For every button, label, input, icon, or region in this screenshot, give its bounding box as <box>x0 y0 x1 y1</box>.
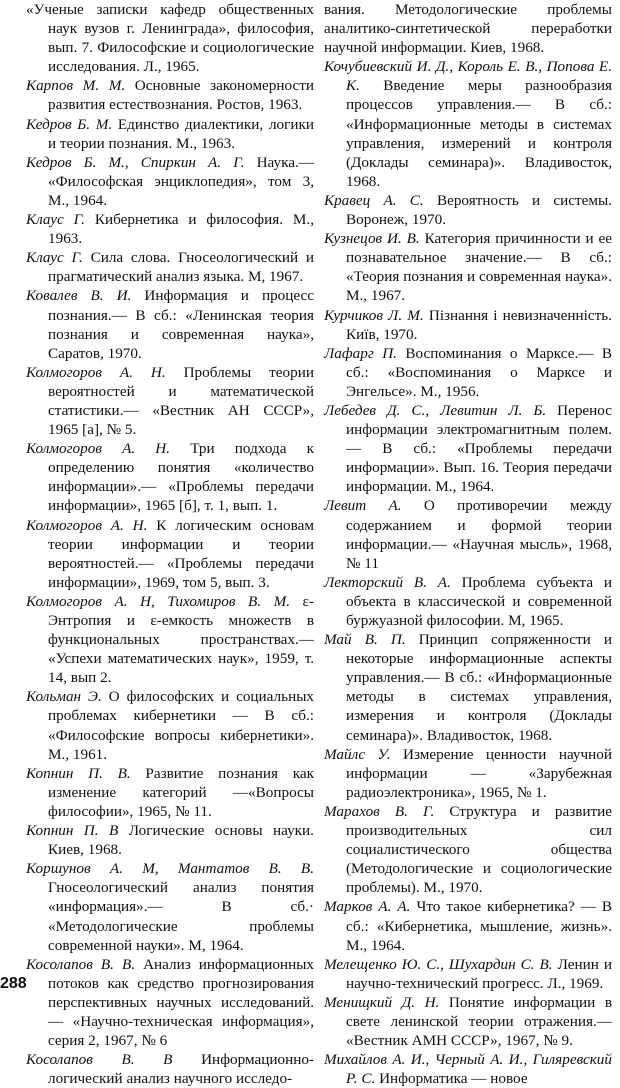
entry-author: Кузнецов И. В. <box>324 230 420 248</box>
entry-text: Единство диалектики, логики и теории познания. М., 1963. <box>48 115 314 152</box>
entry-author: Колмогоров А. Н, Тихомиров В. М. <box>26 592 291 610</box>
entry-text: О противоречии между содержанием и формой теории информации.— «Научная мысль», 1968, № 11 <box>346 497 612 572</box>
bibliography-entry <box>26 955 314 1050</box>
entry-author: Копнин П. В <box>26 822 119 840</box>
entry-author: Колмогоров А. Н. <box>26 363 166 381</box>
bibliography-entry <box>324 344 612 401</box>
entry-author: Косолапов В. В. <box>26 955 136 973</box>
entry-author: Колмогоров А. Н. <box>26 516 148 534</box>
entry-text: Информация и процесс познания.— В сб.: «Ленинская теория познания и современная наука», Саратов, 1970. <box>48 287 314 362</box>
entry-text: Логические основы науки. Киев, 1968. <box>48 822 314 859</box>
bibliography-entry <box>26 286 314 362</box>
entry-text: ε-Энтропия и ε-емкость множеств в функциональных пространствах.— «Успехи математических наук», 1959, т. 14, вып 2. <box>48 592 314 687</box>
entry-text: Пізнання і невизначенність. Київ, 1970. <box>346 306 613 343</box>
bibliography-entry <box>26 859 314 954</box>
bibliography-entry <box>324 496 612 572</box>
entry-text: Что такое кибернетика? — В сб.: «Кибернетика, мышление, жизнь». М., 1964. <box>346 898 613 954</box>
bibliography-entry <box>26 439 314 515</box>
bibliography-entry <box>26 115 314 153</box>
entry-text: Проблемы теории вероятностей и математической статистики.— «Вестник АН СССР», 1965 [а], № 5. <box>48 363 314 439</box>
bibliography-entry <box>324 0 612 57</box>
entry-author: Лебедев Д. С., Левитин Л. Б. <box>324 401 547 419</box>
entry-author: Кедров Б. М. <box>26 115 113 133</box>
entry-author: Кочубиевский И. Д., Король Е. В., Попова Е. К. <box>324 58 612 95</box>
bibliography-entry <box>324 630 612 745</box>
entry-author: Марков А. А. <box>324 898 411 916</box>
bibliography-entry <box>26 592 314 687</box>
entry-text: Анализ информационных потоков как средство прогнозирования перспективных научных исследований. — «Научно-техническая информация», серия 2, 1967, № 6 <box>48 955 314 1050</box>
entry-text: Принцип сопряженности и некоторые информационные аспекты управления.— В сб.: «Информационные методы в системах управления, измерения и контроля (Доклады семинара)». Владивосток, 1968. <box>346 631 612 744</box>
entry-author: Михайлов А. И., Черный А. И., Гиляревский Р. С. <box>324 1051 612 1088</box>
entry-text: Введение меры разнообразия процессов управления.— В сб.: «Информационные методы в системах управления, измерений и контроля (Доклады семинара)». Владивосток, 1968. <box>346 77 612 190</box>
entry-author: Кедров Б. М., Спиркин А. Г. <box>26 153 245 171</box>
bibliography-entry <box>26 764 314 821</box>
entry-author: Карпов М. М. <box>26 77 126 95</box>
bibliography-entry <box>324 745 612 802</box>
entry-author: Колмогоров А. Н. <box>26 440 171 458</box>
bibliography-entry <box>324 57 612 191</box>
bibliography-entry <box>26 153 314 210</box>
left-column <box>26 0 314 1088</box>
entry-author: Мелещенко Ю. С., Шухардин С. В. <box>324 955 553 973</box>
bibliography-entry <box>324 191 612 229</box>
entry-author: Лекторский В. А. <box>324 573 451 591</box>
bibliography-entry <box>26 0 314 76</box>
bibliography-entry <box>26 248 314 286</box>
entry-text: Перенос информации электромагнитным полем.— В сб.: «Проблемы передачи информации». Вып. 16. Теория передачи информации. М., 1964. <box>346 401 612 496</box>
bibliography-entry <box>324 401 612 496</box>
entry-author: Марахов В. Г. <box>324 802 435 820</box>
bibliography-entry <box>26 76 314 114</box>
bibliography-entry <box>324 229 612 305</box>
entry-author: Ковалев В. И. <box>26 287 132 305</box>
entry-author: Менищкий Д. Н. <box>324 993 440 1011</box>
bibliography-entry <box>26 1050 314 1088</box>
bibliography-entry <box>26 210 314 248</box>
entry-author: Кравец А. С. <box>324 191 424 209</box>
entry-text: Гносеологический анализ понятия «информация».— В сб.· «Методологические проблемы современной науки». М, 1964. <box>48 879 314 954</box>
entry-text: Основные закономерности развития естествознания. Ростов, 1963. <box>48 77 314 114</box>
entry-author: Клаус Г. <box>26 249 83 267</box>
entry-text: Понятие информации в свете ленинской теории отражения.— «Вестник АМН СССР», 1967, № 9. <box>346 993 612 1050</box>
bibliography-entry <box>324 1050 612 1088</box>
entry-text: Кибернетика и философия. М., 1963. <box>48 211 314 248</box>
entry-author: Майлс У. <box>324 745 391 763</box>
entry-text: Вероятность и системы. Воронеж, 1970. <box>346 191 613 229</box>
entry-text: Ленин и научно-технический прогресс. Л., 1969. <box>346 955 612 992</box>
entry-text: Измерение ценности научной информации — «Зарубежная радиоэлектроника», 1965, № 1. <box>346 745 612 801</box>
entry-author: Кольман Э. <box>26 688 102 706</box>
entry-author: Курчиков Л. М. <box>324 306 424 324</box>
bibliography-entry <box>324 306 612 344</box>
entry-text: Воспоминания о Марксе.— В сб.: «Воспоминания о Марксе и Энгельсе». М., 1956. <box>346 344 612 400</box>
entry-text: Информатика — новое <box>375 1070 528 1088</box>
right-column <box>324 0 612 1088</box>
entry-text: вания. Методологические проблемы аналитико-синтетической переработки научной информации. Киев, 1968. <box>324 1 612 57</box>
entry-text: Категория причинности и ее познавательное значение.— В сб.: «Теория познания и современная наука». М., 1967. <box>346 230 612 305</box>
bibliography-entry <box>324 573 612 630</box>
entry-text: Три подхода к определению понятия «количество информации».— «Проблемы передачи информации», 1965 [б], т. 1, вып. 1. <box>48 440 314 515</box>
bibliography-entry <box>26 516 314 592</box>
entry-author: Коршунов А. М, Мантатов В. В. <box>26 860 314 878</box>
entry-text: «Ученые записки кафедр общественных наук вузов г. Ленинграда», философия, вып. 7. Философские и социологические исследования. Л., 1965. <box>26 1 314 76</box>
entry-text: К логическим основам теории информации и теории вероятностей.— «Проблемы передачи информации», 1969, том 5, вып. 3. <box>48 516 314 591</box>
page-number: 288 <box>0 975 27 992</box>
bibliography-entry <box>324 897 612 954</box>
entry-author: Лафарг П. <box>324 344 397 362</box>
entry-author: Май В. П. <box>324 631 406 649</box>
entry-author: Копнин П. В. <box>26 764 131 782</box>
entry-text: Структура и развитие производительных сил социалистического общества (Методологические и социологические проблемы). М., 1970. <box>346 802 612 897</box>
entry-text: Сила слова. Гносеологический и прагматический анализ языка. М, 1967. <box>48 249 315 286</box>
bibliography-entry <box>26 687 314 763</box>
bibliography-entry <box>324 993 612 1050</box>
entry-author: Косолапов В. В <box>26 1051 173 1069</box>
entry-author: Клаус Г. <box>26 211 85 229</box>
entry-text: Информационно-логический анализ научного исследо- <box>48 1051 314 1088</box>
entry-text: Наука.— «Философская энциклопедия», том 3, М., 1964. <box>48 153 314 209</box>
bibliography-entry <box>26 363 314 439</box>
entry-text: Проблема субъекта и объекта в классической и современной буржуазной философии. М, 1965. <box>346 573 612 629</box>
bibliography-entry <box>324 802 612 897</box>
bibliography-entry <box>324 955 612 993</box>
entry-author: Левит А. <box>324 497 402 515</box>
entry-text: Развитие познания как изменение категорий —«Вопросы философии», 1965, № 11. <box>48 764 314 820</box>
bibliography-entry <box>26 821 314 859</box>
entry-text: О философских и социальных проблемах кибернетики — В сб.: «Философские вопросы кибернетики». М., 1961. <box>48 688 314 763</box>
